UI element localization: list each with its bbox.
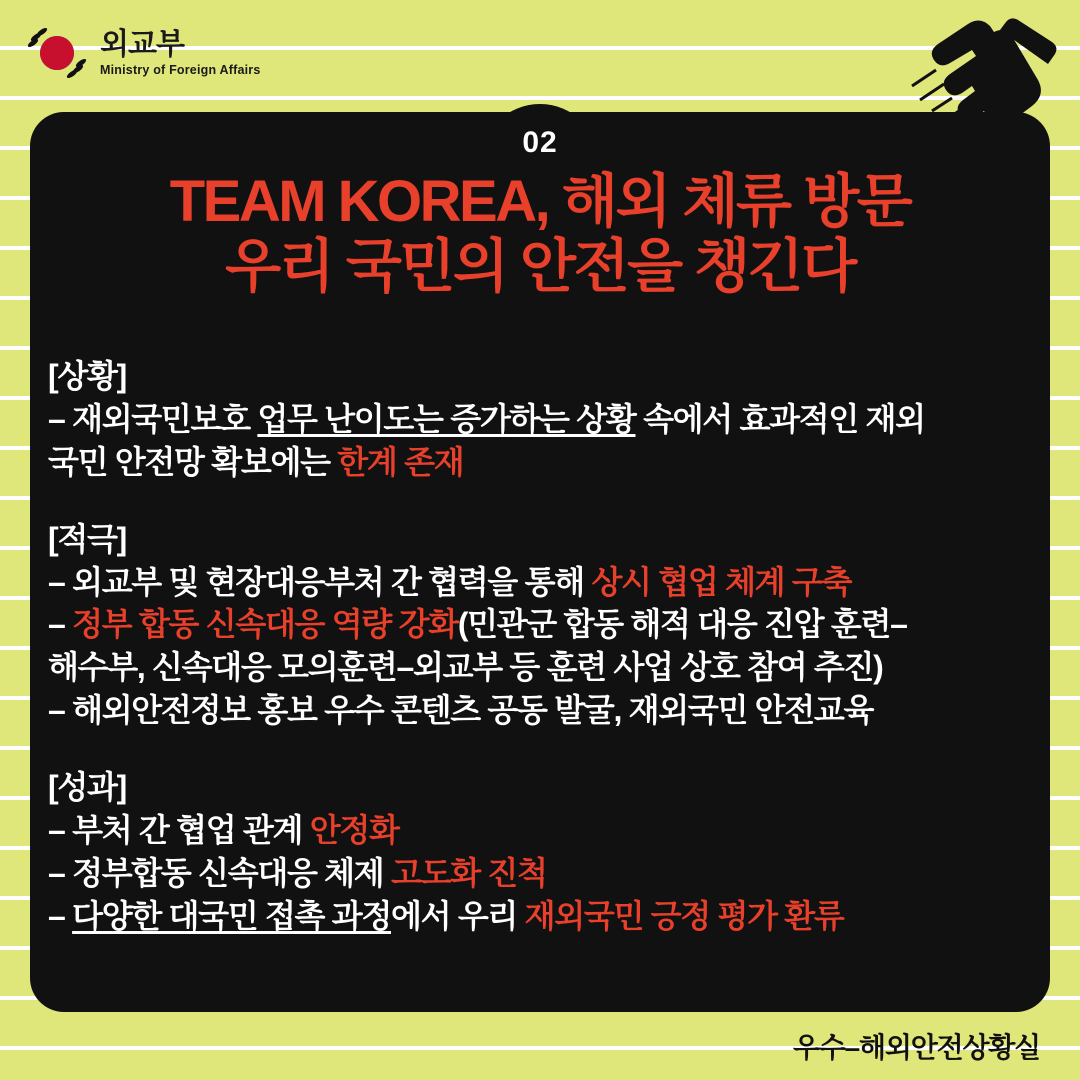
body-line xyxy=(48,561,1040,604)
body-text-run: 재외국민 긍정 평가 환류 xyxy=(524,897,844,934)
body-line xyxy=(48,895,1040,938)
section-heading: [성과] xyxy=(48,769,126,805)
body-line xyxy=(48,852,1040,895)
body-text-run: 안정화 xyxy=(309,811,399,848)
body-line xyxy=(48,809,1040,852)
body-text-run: 다양한 대국민 접촉 과정 xyxy=(72,897,391,934)
ministry-name-en: Ministry of Foreign Affairs xyxy=(100,62,261,77)
body-text-run: 해수부, 신속대응 모의훈련–외교부 등 훈련 사업 상호 참여 추진) xyxy=(48,649,883,686)
ministry-name-ko: 외교부 xyxy=(100,28,184,62)
body-text-run: 국민 안전망 확보에는 xyxy=(48,443,338,480)
body-text-run: – 정부합동 신속대응 체제 xyxy=(48,854,391,891)
body-text xyxy=(48,355,1040,938)
section-spacer xyxy=(48,484,1040,518)
body-text-run: – 부처 간 협업 관계 xyxy=(48,811,310,848)
footer-label: 우수–해외안전상황실 xyxy=(792,1032,1040,1063)
body-text-run: 업무 난이도는 증가하는 상황 xyxy=(257,400,636,437)
body-text-run: 한계 존재 xyxy=(337,443,464,480)
handshake-icon xyxy=(840,8,1070,158)
body-line xyxy=(48,398,1040,441)
title-line-2: 우리 국민의 안전을 챙긴다 xyxy=(225,233,855,299)
body-text-run: – xyxy=(48,606,73,643)
body-text-run: 상시 협업 체계 구축 xyxy=(591,563,852,600)
section-number: 02 xyxy=(522,126,558,159)
body-text-run: – 외교부 및 현장대응부처 간 협력을 통해 xyxy=(48,563,592,600)
body-line xyxy=(48,603,1040,646)
section-heading: [상황] xyxy=(48,358,126,394)
page-title xyxy=(0,170,1080,300)
body-text-run: 정부 합동 신속대응 역량 강화 xyxy=(72,606,458,643)
section-heading: [적극] xyxy=(48,520,126,557)
section-spacer xyxy=(48,732,1040,766)
body-text-run: (민관군 합동 해적 대응 진압 훈련– xyxy=(457,606,907,643)
body-text-run: 속에서 효과적인 재외 xyxy=(635,400,925,437)
body-text-run: 고도화 진척 xyxy=(390,854,547,891)
body-line xyxy=(48,646,1040,689)
body-text-run: 에서 우리 xyxy=(391,897,525,934)
body-text-run: – 해외안전정보 홍보 우수 콘텐츠 공동 발굴, 재외국민 안전교육 xyxy=(48,692,874,729)
title-line-1: TEAM KOREA, 해외 체류 방문 xyxy=(169,169,911,234)
body-text-run: – 재외국민보호 xyxy=(48,400,258,437)
ministry-name-block xyxy=(100,29,261,77)
body-line xyxy=(48,441,1040,484)
taegeuk-government-logo-icon xyxy=(26,22,88,84)
ministry-header xyxy=(26,22,261,84)
body-line xyxy=(48,689,1040,732)
body-text-run: – xyxy=(48,897,73,934)
